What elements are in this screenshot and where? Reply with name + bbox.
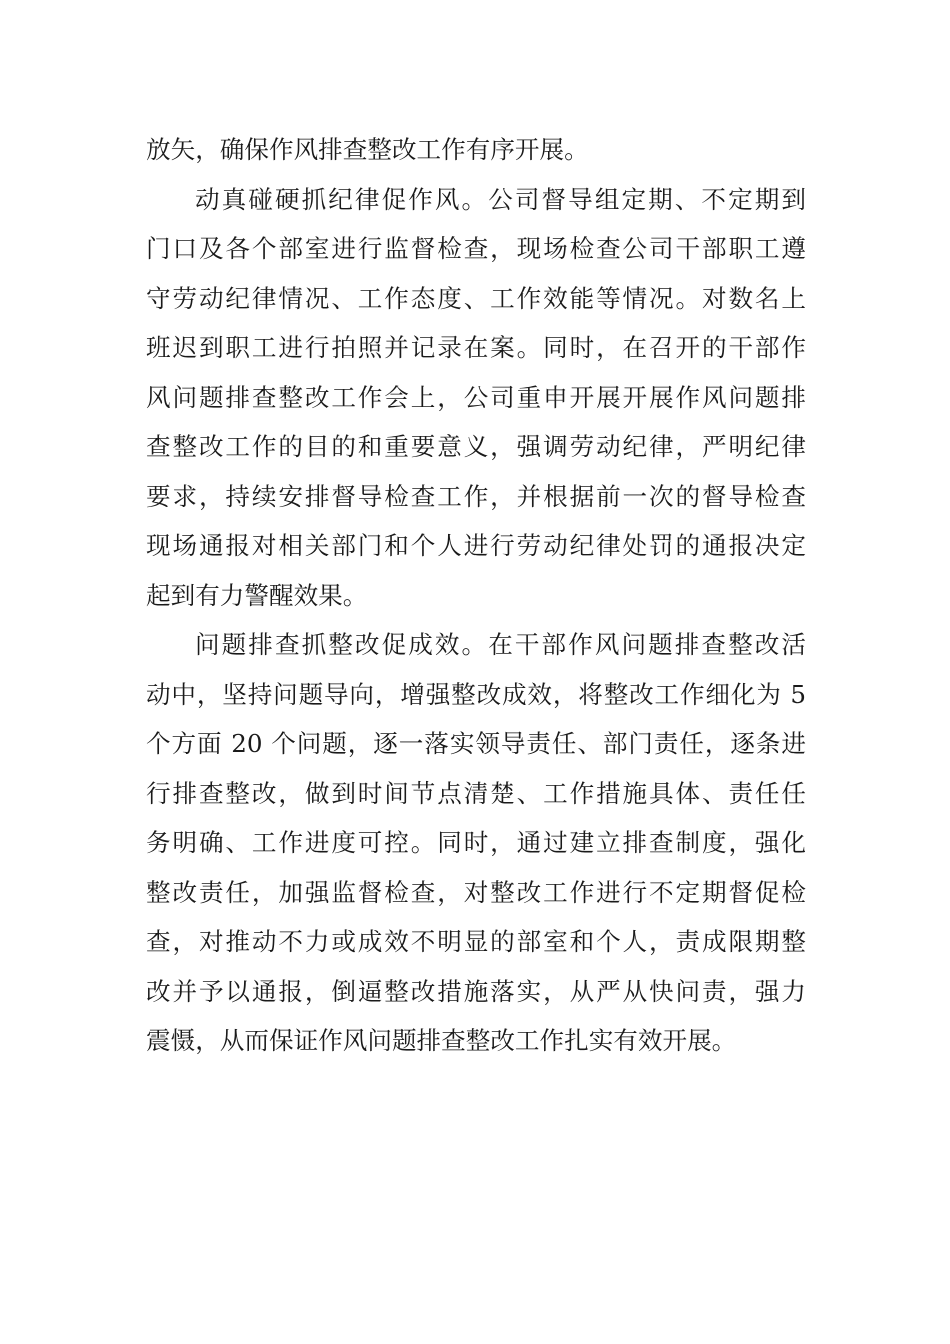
text-line: 查，对推动不力或成效不明显的部室和个人，责成限期整 xyxy=(146,927,806,956)
text-line: 起到有力警醒效果。 xyxy=(146,581,368,610)
text-line: 个方面 20 个问题，逐一落实领导责任、部门责任，逐条进 xyxy=(146,729,806,758)
text-line: 务明确、工作进度可控。同时，通过建立排查制度，强化 xyxy=(146,828,806,857)
text-line: 现场通报对相关部门和个人进行劳动纪律处罚的通报决定 xyxy=(146,531,806,560)
text-line: 风问题排查整改工作会上，公司重申开展开展作风问题排 xyxy=(146,383,806,412)
text-line: 动真碰硬抓纪律促作风。公司督导组定期、不定期到 xyxy=(195,185,806,214)
text-line: 问题排查抓整改促成效。在干部作风问题排查整改活 xyxy=(195,630,806,659)
text-line: 要求，持续安排督导检查工作，并根据前一次的督导检查 xyxy=(146,482,806,511)
text-line: 放矢，确保作风排查整改工作有序开展。 xyxy=(146,135,589,164)
text-line: 整改责任，加强监督检查，对整改工作进行不定期督促检 xyxy=(146,878,806,907)
text-line: 班迟到职工进行拍照并记录在案。同时，在召开的干部作 xyxy=(146,333,806,362)
text-line: 守劳动纪律情况、工作态度、工作效能等情况。对数名上 xyxy=(146,284,806,313)
text-line: 门口及各个部室进行监督检查，现场检查公司干部职工遵 xyxy=(146,234,806,263)
text-line: 查整改工作的目的和重要意义，强调劳动纪律，严明纪律 xyxy=(146,432,806,461)
text-line: 震慑，从而保证作风问题排查整改工作扎实有效开展。 xyxy=(146,1026,737,1055)
text-line: 动中，坚持问题导向，增强整改成效，将整改工作细化为 5 xyxy=(146,680,806,709)
text-line: 行排查整改，做到时间节点清楚、工作措施具体、责任任 xyxy=(146,779,806,808)
text-line: 改并予以通报，倒逼整改措施落实，从严从快问责，强力 xyxy=(146,977,806,1006)
